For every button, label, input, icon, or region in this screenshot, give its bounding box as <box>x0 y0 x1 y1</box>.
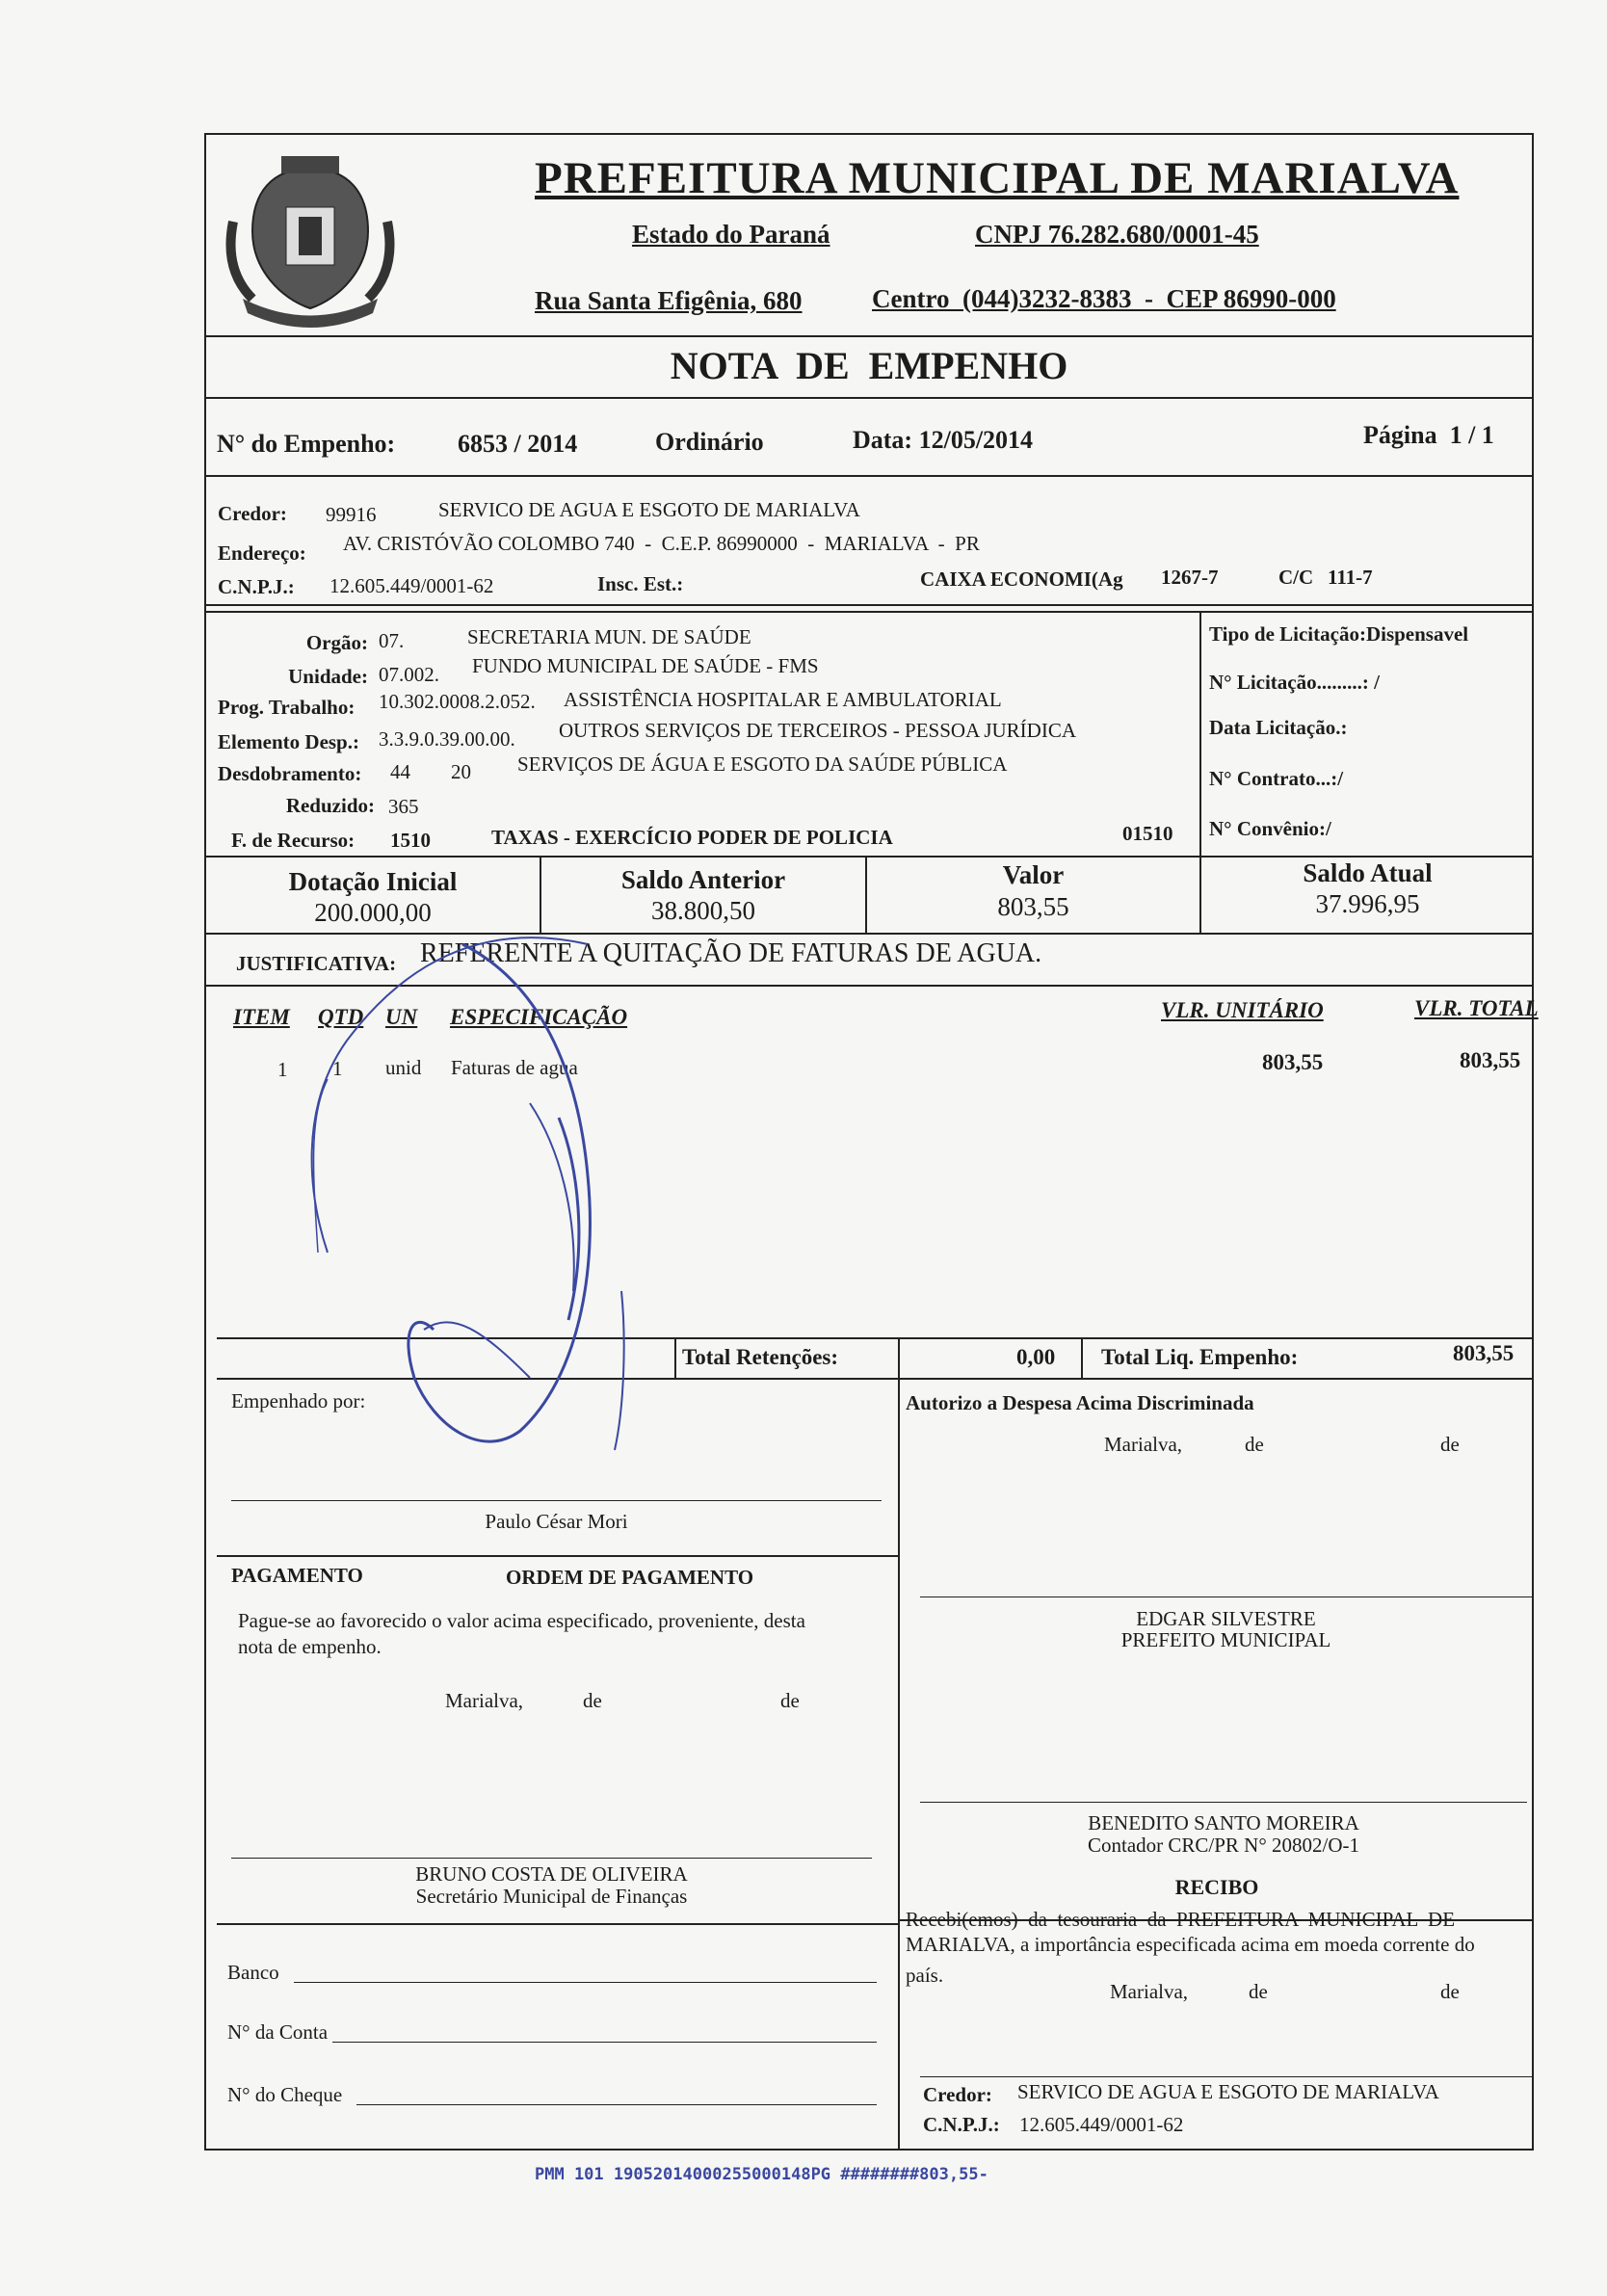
credor-agency: 1267-7 <box>1161 566 1219 589</box>
total-retencoes-label: Total Retenções: <box>682 1345 839 1369</box>
tipo-licitacao: Tipo de Licitação:Dispensavel <box>1209 622 1469 646</box>
elemento-label: Elemento Desp.: <box>218 730 359 753</box>
autorizo-place: Marialva, <box>1104 1433 1183 1456</box>
prog-trabalho-label: Prog. Trabalho: <box>218 696 356 719</box>
item-spec: Faturas de agua <box>451 1056 578 1079</box>
credor-cnpj: 12.605.449/0001-62 <box>329 574 494 597</box>
saldo-anterior-value: 38.800,50 <box>651 896 755 925</box>
col-unit-value-header: VLR. UNITÁRIO <box>1161 998 1324 1022</box>
recibo-de2: de <box>1440 1980 1460 2003</box>
reduzido-value: 365 <box>388 795 419 818</box>
prog-trabalho-code: 10.302.0008.2.052. <box>379 690 536 713</box>
recurso-label: F. de Recurso: <box>231 829 356 852</box>
prog-trabalho-name: ASSISTÊNCIA HOSPITALAR E AMBULATORIAL <box>564 688 1002 711</box>
recibo-cnpj-label: C.N.P.J.: <box>923 2113 1000 2136</box>
autorizo-label: Autorizo a Despesa Acima Discriminada <box>906 1391 1254 1414</box>
unidade-label: Unidade: <box>288 665 368 688</box>
contador-role: Contador CRC/PR N° 20802/O-1 <box>1087 1834 1359 1857</box>
document-title: NOTA DE EMPENHO <box>670 344 1068 387</box>
col-qtd-header: QTD <box>318 1005 364 1029</box>
prefeitura-district-phone: Centro (044)3232-8383 - CEP 86990-000 <box>872 284 1336 313</box>
total-retencoes-value: 0,00 <box>1016 1345 1056 1369</box>
col-total-value-header: VLR. TOTAL <box>1414 996 1539 1020</box>
recibo-place: Marialva, <box>1110 1980 1189 2003</box>
numero-convenio: N° Convênio:/ <box>1209 817 1331 840</box>
credor-label: Credor: <box>218 502 287 525</box>
recibo-text1: Recebi(emos) da tesouraria da PREFEITURA MUNICIPAL DE <box>906 1908 1456 1931</box>
item-number: 1 <box>277 1058 288 1081</box>
reduzido-label: Reduzido: <box>285 794 375 817</box>
orgao-name: SECRETARIA MUN. DE SAÚDE <box>467 625 751 648</box>
state-name: Estado do Paraná <box>632 220 830 249</box>
recibo-title: RECIBO <box>1174 1875 1259 1899</box>
prefeito-role: PREFEITO MUNICIPAL <box>1120 1628 1331 1651</box>
recibo-text3: país. <box>906 1964 944 1987</box>
item-qtd: 1 <box>332 1057 343 1080</box>
item-unit-value: 803,55 <box>1262 1050 1324 1074</box>
orgao-label: Orgão: <box>305 631 368 654</box>
col-spec-header: ESPECIFICAÇÃO <box>450 1005 628 1029</box>
empenho-type: Ordinário <box>655 428 764 456</box>
dotacao-inicial-label: Dotação Inicial <box>288 867 458 896</box>
desdobramento-name: SERVIÇOS DE ÁGUA E ESGOTO DA SAÚDE PÚBLICA <box>517 752 1008 776</box>
col-item-header: ITEM <box>233 1005 290 1029</box>
item-unit: unid <box>385 1056 422 1079</box>
saldo-atual-label: Saldo Atual <box>1303 858 1433 887</box>
contador-name: BENEDITO SANTO MOREIRA <box>1088 1811 1359 1834</box>
credor-code: 99916 <box>326 503 377 526</box>
secretario-role: Secretário Municipal de Finanças <box>415 1885 688 1908</box>
justificativa-text: REFERENTE A QUITAÇÃO DE FATURAS DE AGUA. <box>420 938 1042 968</box>
unidade-name: FUNDO MUNICIPAL DE SAÚDE - FMS <box>472 654 819 677</box>
ordem-pagamento-label: ORDEM DE PAGAMENTO <box>506 1566 754 1589</box>
unidade-code: 07.002. <box>379 663 439 686</box>
recurso-name: TAXAS - EXERCÍCIO PODER DE POLICIA <box>491 826 893 849</box>
item-total-value: 803,55 <box>1460 1048 1521 1072</box>
credor-bank: CAIXA ECONOMI(Ag <box>920 567 1123 591</box>
data-licitacao: Data Licitação.: <box>1209 716 1348 739</box>
prefeitura-address: Rua Santa Efigênia, 680 <box>535 286 803 315</box>
saldo-anterior-label: Saldo Anterior <box>620 865 786 894</box>
pagamento-label: PAGAMENTO <box>231 1564 363 1587</box>
credor-cc-label: C/C <box>1278 566 1314 589</box>
recibo-de1: de <box>1249 1980 1268 2003</box>
recibo-credor-name: SERVICO DE AGUA E ESGOTO DE MARIALVA <box>1017 2080 1439 2103</box>
empenhado-name: Paulo César Mori <box>485 1510 628 1533</box>
total-liquido-value: 803,55 <box>1453 1341 1515 1365</box>
pagamento-text1: Pague-se ao favorecido o valor acima especificado, proveniente, desta <box>238 1609 805 1632</box>
recibo-credor-label: Credor: <box>923 2083 992 2106</box>
empenho-number: 6853 / 2014 <box>458 430 578 458</box>
valor-label: Valor <box>1002 860 1065 889</box>
footer-machine-code: PMM 101 19052014000255000148PG ########803,55- <box>535 2165 988 2184</box>
cheque-label: N° do Cheque <box>227 2083 343 2106</box>
desdobramento-code1: 44 <box>390 760 410 783</box>
elemento-name: OUTROS SERVIÇOS DE TERCEIROS - PESSOA JURÍDICA <box>559 719 1077 742</box>
pagamento-de2: de <box>780 1689 800 1712</box>
secretario-name: BRUNO COSTA DE OLIVEIRA <box>415 1862 688 1886</box>
recibo-cnpj: 12.605.449/0001-62 <box>1019 2113 1184 2136</box>
credor-cc: 111-7 <box>1328 566 1373 589</box>
pagamento-de1: de <box>583 1689 602 1712</box>
endereco-label: Endereço: <box>218 541 306 565</box>
coat-of-arms-logo <box>214 154 407 337</box>
col-un-header: UN <box>385 1005 418 1029</box>
insc-est-label: Insc. Est.: <box>597 572 684 595</box>
prefeito-name: EDGAR SILVESTRE <box>1136 1607 1316 1630</box>
numero-contrato: N° Contrato...:/ <box>1209 767 1344 790</box>
orgao-code: 07. <box>379 629 405 652</box>
credor-address: AV. CRISTÓVÃO COLOMBO 740 - C.E.P. 86990000 - MARIALVA - PR <box>343 532 980 555</box>
recurso-code2: 01510 <box>1122 822 1173 845</box>
elemento-code: 3.3.9.0.39.00.00. <box>379 727 515 751</box>
autorizo-de1: de <box>1245 1433 1264 1456</box>
pagamento-place: Marialva, <box>445 1689 524 1712</box>
autorizo-de2: de <box>1440 1433 1460 1456</box>
total-liquido-label: Total Liq. Empenho: <box>1101 1345 1299 1369</box>
justificativa-label: JUSTIFICATIVA: <box>236 952 397 975</box>
empenho-number-label: N° do Empenho: <box>217 430 396 458</box>
recurso-code: 1510 <box>390 829 431 852</box>
desdobramento-label: Desdobramento: <box>218 762 362 785</box>
desdobramento-code2: 20 <box>451 760 471 783</box>
pagamento-text2: nota de empenho. <box>238 1635 382 1658</box>
credor-cnpj-label: C.N.P.J.: <box>218 575 295 598</box>
prefeitura-cnpj: CNPJ 76.282.680/0001-45 <box>975 220 1259 249</box>
banco-label: Banco <box>227 1961 279 1984</box>
numero-licitacao: N° Licitação.........: / <box>1209 671 1380 694</box>
credor-name: SERVICO DE AGUA E ESGOTO DE MARIALVA <box>438 498 860 521</box>
empenhado-label: Empenhado por: <box>231 1389 366 1412</box>
saldo-atual-value: 37.996,95 <box>1315 889 1420 918</box>
prefeitura-title: PREFEITURA MUNICIPAL DE MARIALVA <box>535 153 1460 203</box>
valor-value: 803,55 <box>997 892 1069 921</box>
page-number: Página 1 / 1 <box>1363 421 1494 449</box>
dotacao-inicial-value: 200.000,00 <box>314 898 432 927</box>
recibo-text2: MARIALVA, a importância especificada acima em moeda corrente do <box>906 1933 1475 1956</box>
conta-label: N° da Conta <box>227 2020 329 2044</box>
empenho-date: Data: 12/05/2014 <box>853 426 1034 454</box>
